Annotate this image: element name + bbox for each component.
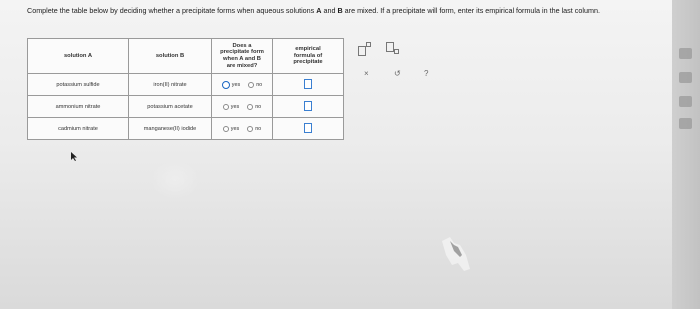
radio-no-circle[interactable] (247, 126, 253, 132)
calculator-icon[interactable] (679, 48, 692, 59)
header-line: empirical (295, 46, 321, 53)
radio-group (212, 104, 272, 110)
cell-solution-a: potassium sulfide (28, 74, 129, 96)
superscript-box-icon (358, 46, 366, 56)
table-row (28, 96, 344, 118)
undo-button[interactable]: ↺ (394, 69, 401, 78)
radio-yes[interactable] (222, 81, 240, 89)
cell-precipitate-choice (212, 74, 273, 96)
table-header-row (28, 39, 344, 74)
header-solution-a: solution A (28, 39, 129, 74)
radio-yes[interactable] (223, 126, 239, 132)
radio-yes-circle[interactable] (223, 104, 229, 110)
instructions-text-2: are mixed. If a precipitate will form, enter its empirical formula in the last column. (342, 6, 600, 15)
cell-empirical-formula (273, 118, 344, 140)
table-row (28, 118, 344, 140)
cell-solution-b: manganese(II) iodide (129, 118, 212, 140)
right-toolbar (672, 0, 700, 309)
radio-no-label: no (255, 125, 262, 132)
chart-icon[interactable] (679, 72, 692, 83)
radio-no[interactable] (247, 126, 261, 132)
table-row (28, 74, 344, 96)
header-line: formula of (293, 52, 323, 59)
periodic-table-icon[interactable] (679, 118, 692, 129)
radio-yes-circle[interactable] (223, 126, 229, 132)
radio-yes[interactable] (223, 104, 239, 110)
subscript-box-icon (386, 42, 394, 52)
radio-no[interactable] (248, 82, 262, 88)
instructions-text: Complete the table below by deciding whether a precipitate forms when aqueous solutions (27, 6, 317, 15)
instructions-and: and (321, 6, 338, 15)
cell-solution-a: ammonium nitrate (28, 96, 129, 118)
cell-precipitate-choice (212, 96, 273, 118)
header-solution-b: solution B (129, 39, 212, 74)
hand-shadow-icon (440, 235, 474, 275)
glare-highlight (150, 160, 200, 200)
mouse-cursor-icon (70, 151, 78, 162)
subscript-tool-icon[interactable] (386, 42, 400, 56)
precipitate-table (27, 38, 344, 140)
header-line: precipitate (293, 59, 323, 66)
cell-empirical-formula (273, 74, 344, 96)
cell-precipitate-choice (212, 118, 273, 140)
solution-a-ref: A (316, 6, 322, 15)
radio-group (212, 81, 272, 89)
cell-solution-a: cadmium nitrate (28, 118, 129, 140)
radio-yes-label: yes (230, 125, 240, 132)
radio-yes-circle[interactable] (222, 81, 230, 89)
cell-solution-b: potassium acetate (129, 96, 212, 118)
radio-yes-label: yes (230, 103, 240, 110)
radio-no[interactable] (247, 104, 261, 110)
radio-no-circle[interactable] (248, 82, 254, 88)
header-precipitate-question (212, 39, 273, 74)
table-icon[interactable] (679, 96, 692, 107)
instructions (27, 6, 607, 16)
header-line: when A and B (223, 56, 261, 62)
formula-input[interactable] (304, 101, 312, 111)
superscript-small-icon (366, 42, 371, 47)
help-button[interactable]: ? (424, 69, 429, 78)
superscript-tool-icon[interactable] (358, 42, 372, 56)
solution-b-ref: B (337, 6, 343, 15)
formula-input[interactable] (304, 123, 312, 133)
cell-solution-b: iron(II) nitrate (129, 74, 212, 96)
subscript-small-icon (394, 49, 399, 54)
header-line: precipitate form (220, 49, 264, 56)
cell-empirical-formula (273, 96, 344, 118)
formula-input[interactable] (304, 79, 312, 89)
header-line: are mixed? (226, 62, 258, 69)
radio-no-label: no (256, 81, 263, 88)
header-line: Does a (232, 42, 252, 49)
radio-no-label: no (255, 103, 262, 110)
radio-yes-label: yes (231, 81, 241, 88)
header-empirical-formula (273, 39, 344, 74)
clear-button[interactable]: × (364, 69, 369, 78)
radio-group (212, 126, 272, 132)
radio-no-circle[interactable] (247, 104, 253, 110)
answer-tools-panel (346, 38, 448, 86)
